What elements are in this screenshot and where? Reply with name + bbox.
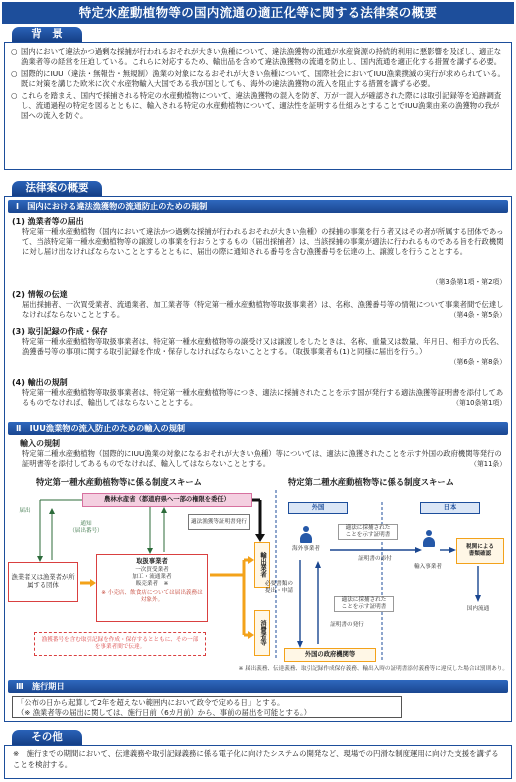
domestic-label: 国内流通 xyxy=(466,605,490,612)
handler-note: ※ 小売店、飲食店については届出義務は対象外。 xyxy=(101,590,203,603)
background-paragraph-2: ○ 国際的にIUU（違法・無報告・無規制）漁業の対象になるおそれが大きい魚種について、国際社会においてIUU漁業撲滅の実行が求められている。既に対策を講じた欧米に次ぐ水産物輸入大国である我が国としても、海外の違法漁獲物の流入を阻止する措置を講ずる必要。 xyxy=(11,69,505,88)
section-2-header: Ⅱ IUU漁業物の流入防止のための輸入の規制 xyxy=(8,422,508,435)
section-1-header: Ⅰ 国内における違法漁獲物の流通防止のための規制 xyxy=(8,200,508,213)
effective-date-box xyxy=(12,696,402,718)
import-heading: 輸入の規制 xyxy=(20,439,60,448)
background-paragraph-3: ○ これらを踏まえ、国内で採捕される特定の水産動植物について、違法漁獲物の混入を防ぎ、万が一混入が確認された際には取引記録等を追跡調査し、流通過程の特定を図るとともに、輸入される特定の水産動植物について、適法性を証明する仕組みとすることでIUU漁業由来の漁獲物の我が国への流入を防ぐ。 xyxy=(11,91,502,120)
item-2-body: 届出採捕者、一次買受業者、流通業者、加工業者等（特定第一種水産動植物等取扱事業者）は、名称、漁獲番号等の情報について事業者間で伝達しなければならないこととする。 （第4条・第5条） xyxy=(22,300,506,319)
attach-cert-label: 証明書の添付 xyxy=(358,555,392,562)
importer-person-icon xyxy=(423,530,435,548)
foreign-gov-box: 外国の政府機関等 xyxy=(284,648,376,662)
customs-box: 税関による 書類確認 xyxy=(456,538,504,564)
background-paragraph-1: ○ 国内において違法かつ過剰な採捕が行われるおそれが大きい魚種について、違法漁獲物の流通が水産資源の持続的利用に悪影響を及ぼし、適正な漁業者等の経営を圧迫している。これらに対応するため、輸出品を含めて違法漁獲物の流通を防止し、国内流通を適正化する措置を講ずる必要。 xyxy=(11,47,502,66)
overseas-biz-label: 海外事業者 xyxy=(292,545,320,552)
page-title: 特定水産動植物等の国内流通の適正化等に関する法律案の概要 xyxy=(2,2,514,24)
exporter-box: 輸出業者 xyxy=(254,542,270,588)
legal-cert-note-1: 適法に採捕された ことを示す証明書 xyxy=(338,524,398,540)
handler-box xyxy=(96,554,208,622)
required-docs-label: 必要書類の 提出・申請 xyxy=(265,581,293,594)
item-3-ref: （第6条・第8条） xyxy=(446,357,506,367)
item-1-heading: (1) 漁業者等の届出 xyxy=(12,217,84,226)
handler-list: 一次買受業者 加工・流通業者 販売業者 ※ xyxy=(132,567,172,587)
overseas-person-icon xyxy=(300,526,312,544)
foreign-label: 外国 xyxy=(288,502,348,514)
cert-issue-label: 証明書の発行 xyxy=(330,621,364,628)
item-4-ref: （第10条第1項） xyxy=(448,398,506,408)
fisher-box: 漁業者又は漁業者が所属する団体 xyxy=(8,562,78,602)
legal-cert-note-2: 適法に採捕された ことを示す証明書 xyxy=(334,596,394,612)
notify-label: 届出 xyxy=(19,507,31,514)
background-panel xyxy=(4,42,512,170)
scheme-footnote: ※ 届出義務、伝達義務、取引記録作成保存義務、輸出入時の証明書添付義務等に違反した場合は罰則あり。 xyxy=(238,665,508,672)
import-ref: （第11条） xyxy=(466,459,506,469)
effective-date-line-2: （※ 漁業者等の届出に関しては、施行日前（6カ月前）から、事前の届出を可能とする。） xyxy=(17,708,312,717)
record-note: 漁獲番号を含む取引記録を作成・保存するとともに、その一部を事業者間で伝達。 xyxy=(34,632,206,656)
effective-date-line-1: 「公布の日から起算して2年を超えない範囲内において政令で定める日」とする。 xyxy=(17,698,285,707)
item-3-body: 特定第一種水産動植物等取扱事業者は、特定第一種水産動植物等の譲受け又は譲渡しをしたときは、名称、重量又は数量、年月日、相手方の氏名、漁獲番号等の事項に関する取引記録を作成・保存しなければならないこととする。（取扱事業者も(1)と同様に届出を行う。） （第6条・第8条） xyxy=(22,337,506,366)
item-2-heading: (2) 情報の伝達 xyxy=(12,290,68,299)
background-tab: 背 景 xyxy=(12,27,82,42)
consumer-box: 消費者等 xyxy=(254,610,270,656)
item-1-ref: （第3条第1項・第2項） xyxy=(428,277,506,287)
importer-label: 輸入事業者 xyxy=(414,563,442,570)
item-4-body: 特定第一種水産動植物等取扱事業者は、特定第一種水産動植物等につき、適法に採捕されたことを示す国が発行する適法漁獲等証明書を添付してあるものでなければ、輸出してはならないこととする。 （第10条第1項） xyxy=(22,388,506,407)
item-4-heading: (4) 輸出の規制 xyxy=(12,378,68,387)
other-tab: その他 xyxy=(12,730,82,745)
scheme-1-title: 特定第一種水産動植物等に係る制度スキーム xyxy=(36,477,202,487)
scheme-2-title: 特定第二種水産動植物等に係る制度スキーム xyxy=(288,477,454,487)
item-3-heading: (3) 取引記録の作成・保存 xyxy=(12,327,108,336)
other-text: ※ 施行までの期間において、伝達義務や取引記録義務に係る電子化に向けたシステムの開発など、現場での円滑な制度運用に向けた支援を講ずることを検討する。 xyxy=(13,749,499,769)
item-2-ref: （第4条・第5条） xyxy=(446,310,506,320)
section-3-header: Ⅲ 施行期日 xyxy=(8,680,508,693)
other-panel xyxy=(4,745,512,779)
japan-label: 日本 xyxy=(420,502,480,514)
cert-label: 適法漁獲等証明書発行 xyxy=(188,514,250,530)
ministry-box: 農林水産省（都道府県へ一部の権限を委任） xyxy=(82,493,252,507)
handler-title: 取扱事業者 xyxy=(136,558,168,565)
import-body: 特定第二種水産動植物（国際的にIUU漁業の対象になるおそれが大きい魚種）等については、適法に漁獲されたことを示す外国の政府機関等発行の証明書等を添付してあるものでなければ、輸入してはならないこととする。 （第11条） xyxy=(22,449,506,468)
overview-tab: 法律案の概要 xyxy=(12,181,102,196)
item-1-body: 特定第一種水産動植物（国内において違法かつ過剰な採捕が行われるおそれが大きい魚種）の採捕の事業を行う者又はその者が所属する団体であって、当該特定第一種水産動植物等の譲渡しの事業を行おうとするもの（届出採捕者）は、当該採捕の事業が適法に行われるものである旨を行政機関に対し届け出なければならないこととするとともに、届出の際に通知される番号を含む漁獲番号を伝達の上、譲渡しを行うこととする。 （第3条第1項・第2項） xyxy=(22,227,506,286)
notify-number-label: 通知 （届出番号） xyxy=(69,521,103,534)
